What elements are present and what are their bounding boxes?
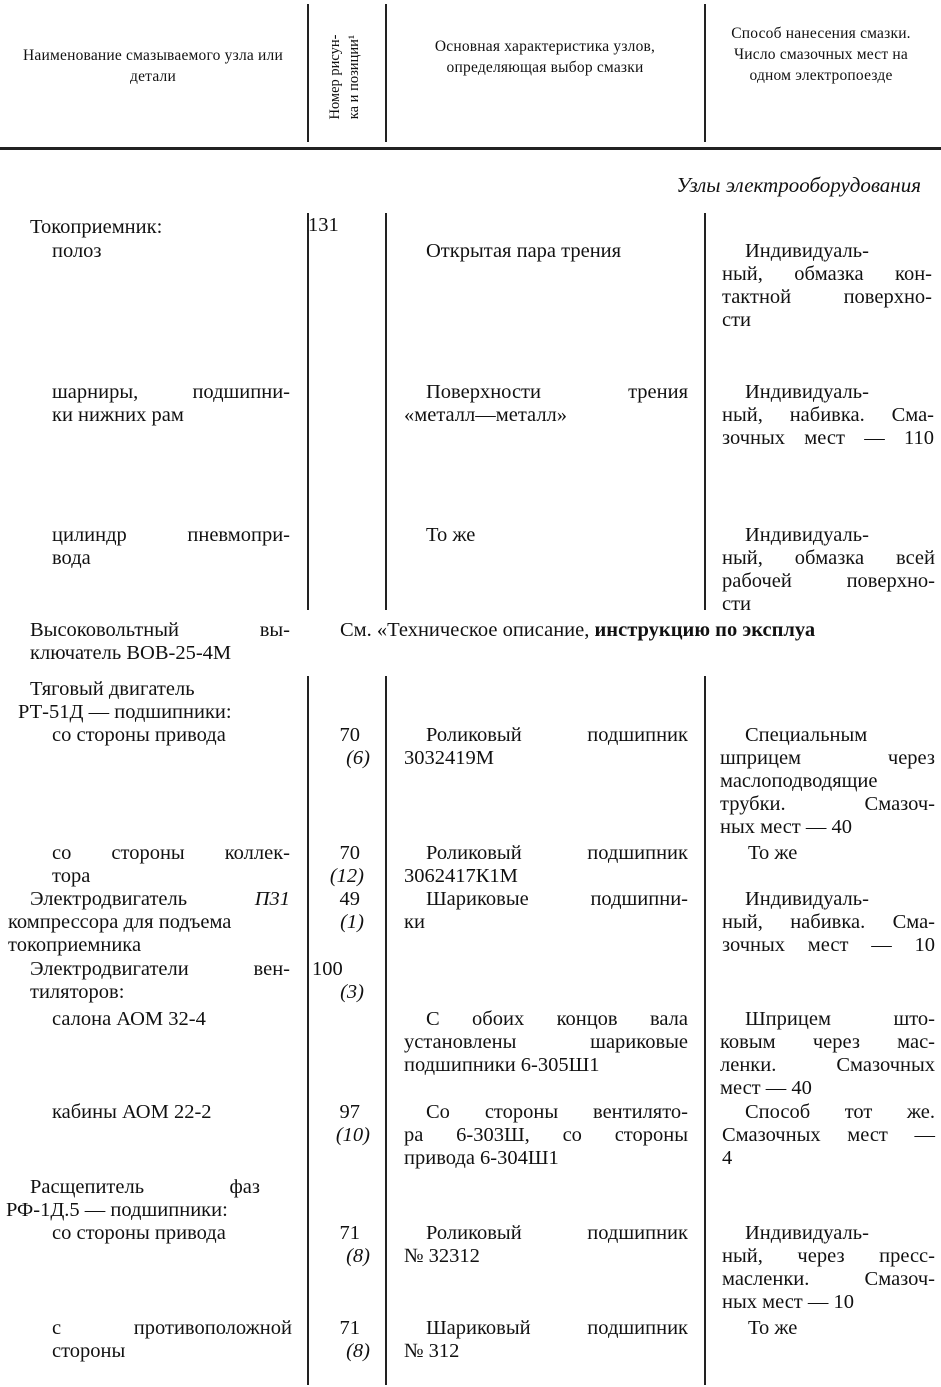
- row-method: То же: [748, 842, 798, 864]
- row-figure-number: 71: [339, 1317, 360, 1339]
- row-figure-number: 70: [339, 842, 360, 864]
- row-characteristic: ра 6-303Ш, со стороны привода 6-304Ш1: [404, 1124, 688, 1169]
- column-rule: [385, 676, 387, 1385]
- row-method: Специальным: [745, 724, 868, 746]
- column-rule: [307, 213, 309, 610]
- row-position-number: (10): [335, 1124, 370, 1146]
- row-name: со стороны коллек- тора: [52, 842, 290, 887]
- row-method: Способ тот же.: [745, 1101, 935, 1123]
- column-rule: [307, 676, 309, 1385]
- header-bottom-rule: [0, 147, 941, 150]
- header-divider: [704, 4, 706, 142]
- row-method: ный, через пресс- масленки. Смазоч- ных мест — 10: [722, 1245, 935, 1313]
- row-method: Смазочных мест — 4: [722, 1124, 935, 1169]
- row-position-number: (8): [346, 1245, 370, 1267]
- row-figure-number: 71: [339, 1222, 360, 1244]
- row-characteristic: Поверхности трения: [426, 381, 688, 403]
- row-method: Индивидуаль-: [745, 524, 869, 546]
- row-name: полоз: [52, 240, 102, 262]
- row-characteristic: 3062417К1М: [404, 865, 518, 887]
- row-name: Расщепитель фаз: [30, 1176, 260, 1198]
- row-characteristic: С обоих концов вала: [426, 1008, 688, 1030]
- row-method: Индивидуаль-: [745, 381, 869, 403]
- header-divider: [307, 4, 309, 142]
- row-characteristic: № 32312: [404, 1245, 480, 1267]
- row-name: со стороны привода: [52, 1222, 226, 1244]
- row-name: цилиндр пневмопри- вода: [52, 524, 290, 569]
- row-name: Токоприемник:: [30, 216, 163, 238]
- row-characteristic: Роликовый подшипник: [426, 1222, 688, 1244]
- row-method: ковым через мас- ленки. Смазочных мест — 40: [720, 1031, 935, 1099]
- row-name: РФ-1Д.5 — подшипники:: [6, 1199, 228, 1221]
- row-method: ный, обмазка всей рабочей поверхно- сти: [722, 547, 935, 615]
- row-name: со стороны привода: [52, 724, 226, 746]
- row-position-number: (6): [346, 747, 370, 769]
- row-method: ный, обмазка кон- тактной поверхно- сти: [722, 263, 932, 331]
- row-position-number: (12): [329, 865, 364, 887]
- row-name: компрессора для подъема токоприемника: [8, 911, 232, 956]
- column-rule: [704, 213, 706, 610]
- row-name: Электродвигатели вен- тиляторов:: [30, 958, 290, 1003]
- row-name: кабины АОМ 22-2: [52, 1101, 212, 1123]
- header-col-characteristic: Основная характеристика узлов, определяющая выбор смазки: [434, 38, 656, 76]
- row-method: ный, набивка. Сма- зочных мест — 10: [722, 911, 935, 956]
- section-title: Узлы электрооборудования: [676, 173, 921, 197]
- row-characteristic: Со стороны вентилято-: [426, 1101, 688, 1123]
- column-rule: [704, 676, 706, 1385]
- row-characteristic: Шариковый подшипник: [426, 1317, 688, 1339]
- header-col-method: Способ нанесения смазки. Число смазочных мест на одном электропоезде: [731, 25, 911, 84]
- row-method: ный, набивка. Сма- зочных мест — 110: [722, 404, 934, 449]
- row-figure-number: 70: [339, 724, 360, 746]
- row-characteristic: ки: [404, 911, 425, 933]
- row-name: с противоположной стороны: [52, 1317, 292, 1362]
- header-col-figure: Номер рисун- ка и позиции¹: [327, 34, 362, 120]
- row-name: Тяговый двигатель РТ-51Д — подшипники:: [18, 678, 232, 723]
- row-position-number: (1): [340, 911, 364, 933]
- row-figure-number: 97: [339, 1101, 360, 1123]
- row-method: Индивидуаль-: [745, 1222, 869, 1244]
- row-characteristic: установлены шариковые подшипники 6-305Ш1: [404, 1031, 688, 1076]
- row-method: Шприцем што-: [745, 1008, 935, 1030]
- row-figure-number: 49: [339, 888, 360, 910]
- header-divider: [385, 4, 387, 142]
- row-position-number: (8): [346, 1340, 370, 1362]
- column-rule: [385, 213, 387, 610]
- row-method: шприцем через маслоподводящие трубки. Смазоч- ных мест — 40: [720, 747, 935, 838]
- row-characteristic: Шариковые подшипни-: [426, 888, 688, 910]
- row-name: салона АОМ 32-4: [52, 1008, 206, 1030]
- row-see-reference: См. «Техническое описание, инструкцию по эксплуа: [340, 619, 816, 641]
- table-header: [0, 0, 941, 150]
- row-method: Индивидуаль-: [745, 240, 869, 262]
- header-col-name: Наименование смазываемого узла или детали: [23, 47, 283, 85]
- row-characteristic: Роликовый подшипник: [426, 842, 688, 864]
- row-position-number: (3): [340, 981, 364, 1003]
- row-characteristic: № 312: [404, 1340, 460, 1362]
- row-characteristic: То же: [426, 524, 476, 546]
- row-characteristic: «металл—металл»: [404, 404, 568, 426]
- row-method: Индивидуаль-: [745, 888, 869, 910]
- row-figure-number: 131: [308, 214, 339, 236]
- row-characteristic: Роликовый подшипник: [426, 724, 688, 746]
- row-name: шарниры, подшипни- ки нижних рам: [52, 381, 290, 426]
- row-figure-number: 100: [312, 958, 343, 980]
- row-name: Электродвигатель П31: [30, 888, 290, 910]
- row-method: То же: [748, 1317, 798, 1339]
- row-characteristic: Открытая пара трения: [426, 240, 622, 262]
- row-characteristic: 3032419М: [404, 747, 494, 769]
- row-name: Высоковольтный вы- ключатель ВОВ-25-4М: [30, 619, 290, 664]
